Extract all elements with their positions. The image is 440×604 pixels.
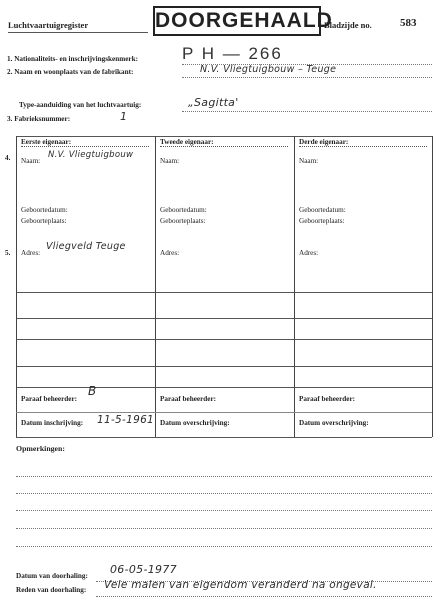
- col3-geboortedatum-label: Geboortedatum:: [299, 206, 346, 214]
- table-mid-line-2: [16, 318, 432, 319]
- field-2-label: 2. Naam en woonplaats van de fabrikant:: [7, 68, 134, 76]
- register-title: Luchtvaartuigregister: [8, 20, 89, 30]
- col3-geboorteplaats-label: Geboorteplaats:: [299, 217, 345, 225]
- doorgehaald-stamp: DOORGEHAALD: [153, 6, 321, 36]
- manufacturer-value: N.V. Vliegtuigbouw – Teuge: [200, 64, 337, 75]
- col3-header: Derde eigenaar:: [299, 138, 349, 146]
- page-label: Bladzijde no.: [324, 20, 372, 30]
- field-2-dotline: [182, 77, 432, 78]
- col1-naam-label: Naam:: [21, 157, 41, 165]
- type-dotline: [182, 111, 432, 112]
- col1-header: Eerste eigenaar:: [21, 138, 72, 146]
- title-underline: [8, 32, 148, 33]
- datum-inschrijving-label: Datum inschrijving:: [21, 419, 84, 427]
- col2-header-dotline: [160, 146, 288, 147]
- table-vline-3: [294, 136, 295, 437]
- doorhaling-dotline-2: [96, 596, 432, 597]
- col3-header-dotline: [299, 146, 427, 147]
- col2-naam-label: Naam:: [160, 157, 180, 165]
- table-mid-line-1: [16, 292, 432, 293]
- table-vline-4: [432, 136, 433, 437]
- paraaf-initial: B: [88, 384, 97, 398]
- datum-doorhaling-label: Datum van doorhaling:: [16, 572, 88, 580]
- owner1-adres-value: Vliegveld Teuge: [46, 241, 126, 252]
- datum-inschrijving-value: 11-5-1961: [97, 414, 155, 426]
- remarks-dotline-1: [16, 476, 432, 477]
- serial-number-value: 1: [120, 110, 128, 123]
- table-mid-line-4: [16, 366, 432, 367]
- paraaf-separator: [16, 412, 432, 413]
- col3-datum-overschrijving-label: Datum overschrijving:: [299, 419, 369, 427]
- field-3-label: 3. Fabrieksnummer:: [7, 115, 71, 123]
- remarks-dotline-2: [16, 493, 432, 494]
- table-mid-line-3: [16, 339, 432, 340]
- col1-paraaf-label: Paraaf beheerder:: [21, 395, 78, 403]
- page-number: 583: [400, 17, 417, 29]
- col1-header-dotline: [21, 146, 149, 147]
- col2-paraaf-label: Paraaf beheerder:: [160, 395, 217, 403]
- col2-geboorteplaats-label: Geboorteplaats:: [160, 217, 206, 225]
- col2-adres-label: Adres:: [160, 249, 180, 257]
- type-label: Type-aanduiding van het luchtvaartuig:: [19, 101, 142, 109]
- type-value: „Sagitta': [188, 96, 239, 109]
- col3-adres-label: Adres:: [299, 249, 319, 257]
- col3-paraaf-label: Paraaf beheerder:: [299, 395, 356, 403]
- col2-datum-overschrijving-label: Datum overschrijving:: [160, 419, 230, 427]
- field-1-label: 1. Nationaliteits- en inschrijvingskenmerk:: [7, 55, 138, 63]
- col1-geboortedatum-label: Geboortedatum:: [21, 206, 68, 214]
- remarks-dotline-3: [16, 510, 432, 511]
- col1-adres-label: Adres:: [21, 249, 41, 257]
- table-mid-line-5: [16, 387, 432, 388]
- col1-geboorteplaats-label: Geboorteplaats:: [21, 217, 67, 225]
- owner1-naam-value: N.V. Vliegtuigbouw: [48, 150, 134, 160]
- col3-naam-label: Naam:: [299, 157, 319, 165]
- row-4-number: 4.: [5, 154, 11, 162]
- remarks-dotline-5: [16, 546, 432, 547]
- table-vline-1: [16, 136, 17, 437]
- opmerkingen-label: Opmerkingen:: [16, 444, 65, 453]
- table-vline-2: [155, 136, 156, 437]
- remarks-dotline-4: [16, 528, 432, 529]
- col2-geboortedatum-label: Geboortedatum:: [160, 206, 207, 214]
- registration-mark-value: P H — 266: [182, 44, 283, 63]
- row-5-number: 5.: [5, 249, 11, 257]
- table-bottom-line: [16, 437, 432, 438]
- datum-doorhaling-value: 06-05-1977: [110, 563, 177, 576]
- reden-doorhaling-label: Reden van doorhaling:: [16, 586, 87, 594]
- table-top-line: [16, 136, 432, 137]
- col2-header: Tweede eigenaar:: [160, 138, 214, 146]
- reden-doorhaling-value: Vele malen van eigendom veranderd na ongeval.: [104, 579, 377, 591]
